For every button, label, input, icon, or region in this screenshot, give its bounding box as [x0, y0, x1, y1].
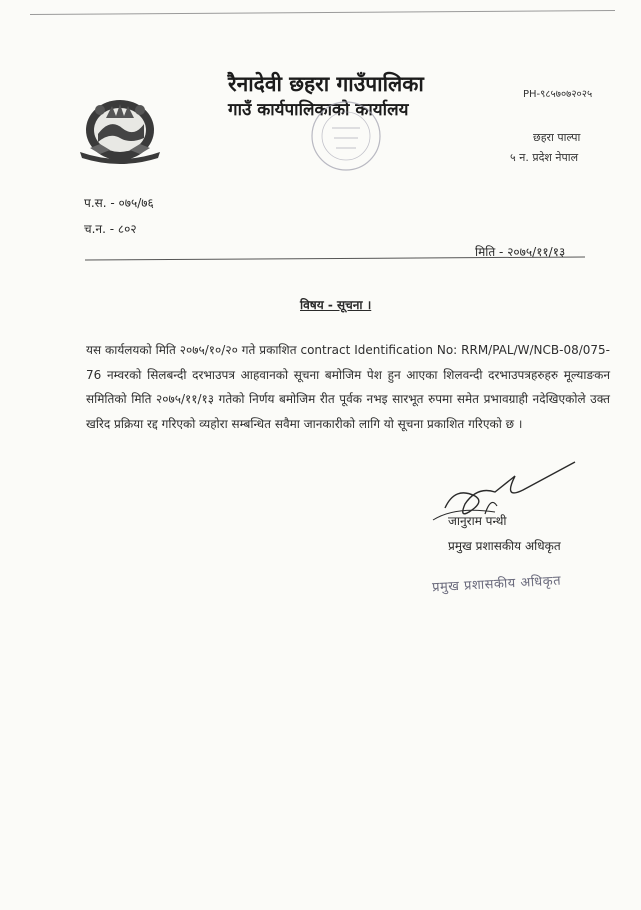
address-line-1: छहरा पाल्पा: [533, 131, 581, 144]
letter-reference-number: प.स. - ०७५/७६: [84, 196, 154, 210]
office-stamp-icon: [296, 98, 396, 174]
office-name: रैनादेवी छहरा गाउँपालिका: [228, 72, 424, 96]
top-edge-line: [30, 10, 615, 15]
address-line-2: ५ न. प्रदेश नेपाल: [510, 151, 579, 164]
phone-number: PH-९८५७०७२०२५: [523, 89, 593, 100]
dispatch-number: च.न. - ८०२: [84, 222, 137, 236]
subject-line: विषय - सूचना ।: [300, 298, 372, 312]
signatory-title: प्रमुख प्रशासकीय अधिकृत: [448, 539, 561, 553]
designation-stamp: प्रमुख प्रशासकीय अधिकृत: [431, 573, 562, 596]
notice-body: यस कार्यलयको मिति २०७५/१०/२० गते प्रकाशित contract Identification No: RRM/PAL/W/NCB-08/075-76 नम्वरको सिलबन्दी दरभाउपत्र आहवानको सूचना बमोजिम पेश हुन आएका शिलवन्दी दरभाउपत्रहरुहरु मूल्याङकन समितिको मिति २०७५/११/१३ गतेको निर्णय बमोजिम रीत पूर्वक नभइ सारभूत रुपमा समेत प्रभावग्राही नदेखिएकोले उक्त खरिद प्रक्रिया रद्द गरिएको व्यहोरा सम्बन्धित सवैमा जानकारीको लागि यो सूचना प्रकाशित गरिएको छ ।: [86, 343, 610, 431]
letter-date: मिति - २०७५/११/१३: [475, 245, 566, 259]
office-subtitle: गाउँ कार्यपालिकाको कार्यालय: [228, 100, 409, 120]
nepal-emblem-icon: [70, 88, 170, 168]
signatory-name: जानुराम पन्थी: [448, 514, 507, 528]
